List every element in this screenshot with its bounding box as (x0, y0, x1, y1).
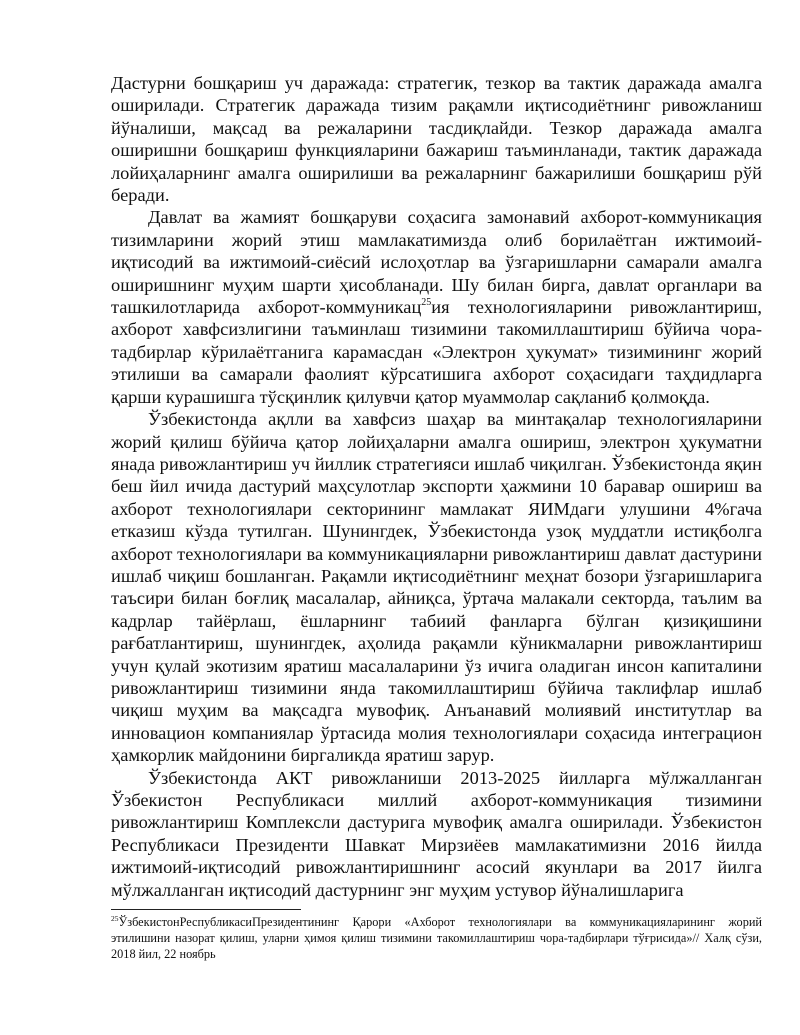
footnote-reference[interactable]: 25 (421, 297, 432, 309)
body-text (111, 72, 762, 901)
paragraph-4: Ўзбекистонда АКТ ривожланиши 2013-2025 йилларга мўлжалланган Ўзбекистон Республикаси миллий ахборот-коммуникация тизимини ривожлантириш Комплексли дастурига мувофиқ амалга оширилади. Ўзбекистон Республикаси Президенти Шавкат Мирзиёев мамлакатимизни 2016 йилда ижтимоий-иқтисодий ривожлантиришнинг асосий якунлари ва 2017 йилга мўлжалланган иқтисодий дастурнинг энг муҳим устувор йўналишларига (111, 767, 762, 900)
footnote-separator (111, 909, 301, 910)
paragraph-2-part-2: ия технологияларини ривожлантириш, ахборот хавфсизлигини таъминлаш тизимини такомиллаштириш бўйича чора-тадбирлар кўрилаётганига карамасдан «Электрон ҳукумат» тизимининг жорий этилиши ва самарали фаолият кўрсатишига ахборот соҳасидаги таҳдидларга қарши курашишга тўсқинлик қилувчи қатор муаммолар сақланиб қолмоқда. (111, 297, 762, 407)
paragraph-2-part-1: Давлат ва жамият бошқаруви соҳасига замонавий ахборот-коммуникация тизимларини жорий этиш мамлакатимизда олиб борилаётган ижтимоий-иқтисодий ва ижтимоий-сиёсий ислоҳотлар ва ўзгаришларни самарали амалга оширишнинг муҳим шарти ҳисобланади. Шу билан бирга, давлат органлари ва ташкилотларида ахборот-коммуникац (111, 207, 762, 318)
paragraph-1: Дастурни бошқариш уч даражада: стратегик, тезкор ва тактик даражада амалга оширилади. Стратегик даражада тизим рақамли иқтисодиётнинг ривожланиш йўналиши, мақсад ва режаларини тасдиқлайди. Тезкор даражада амалга оширишни бошқариш функцияларини бажариш таъминланади, тактик даражада лойиҳаларнинг амалга оширилиши ва режаларнинг бажарилиши бошқариш рўй беради. (111, 73, 762, 206)
footnote-text: ЎзбекистонРеспубликасиПрезидентининг Қарори «Ахборот технологиялари ва коммуникацияларининг жорий этилишини назорат қилиш, уларни ҳимоя қилиш тизимини такомиллаштириш чора-тадбирлари тўғрисида»// Халқ сўзи, 2018 йил, 22 ноябрь (111, 915, 762, 962)
paragraph-3: Ўзбекистонда ақлли ва хавфсиз шаҳар ва минтақалар технологияларини жорий қилиш бўйича қатор лойиҳаларни амалга ошириш, электрон ҳукуматни янада ривожлантириш уч йиллик стратегияси ишлаб чиқилган. Ўзбекистонда яқин беш йил ичида дастурий маҳсулотлар экспорти ҳажмини 10 баравар ошириш ва ахборот технологиялари секторининг мамлакат ЯИМдаги улушини 4%гача етказиш кўзда тутилган. Шунингдек, Ўзбекистонда узоқ муддатли истиқболга ахборот технологиялари ва коммуникацияларни ривожлантириш давлат дастурини ишлаб чиқиш бошланган. Рақамли иқтисодиётнинг меҳнат бозори ўзгаришларига таъсири билан боғлиқ масалалар, айниқса, ўртача малакали секторда, таълим ва кадрлар тайёрлаш, ёшларнинг табиий фанларга бўлган қизиқишини рағбатлантириш, шунингдек, аҳолида рақамли кўникмаларни ривожлантириш учун қулай экотизим яратиш масалаларини ўз ичига оладиган инсон капиталини ривожлантириш тизимини янда такомиллаштириш бўйича таклифлар ишлаб чиқиш муҳим ва мақсадга мувофиқ. Анъанавий молиявий институтлар ва инновацион компаниялар ўртасида молия технологиялари соҳасида интеграцион ҳамкорлик майдонини биргаликда яратиш зарур. (111, 409, 762, 766)
footnote-number: 25 (111, 914, 119, 924)
footnote (111, 914, 762, 963)
paragraph-2 (111, 206, 762, 408)
